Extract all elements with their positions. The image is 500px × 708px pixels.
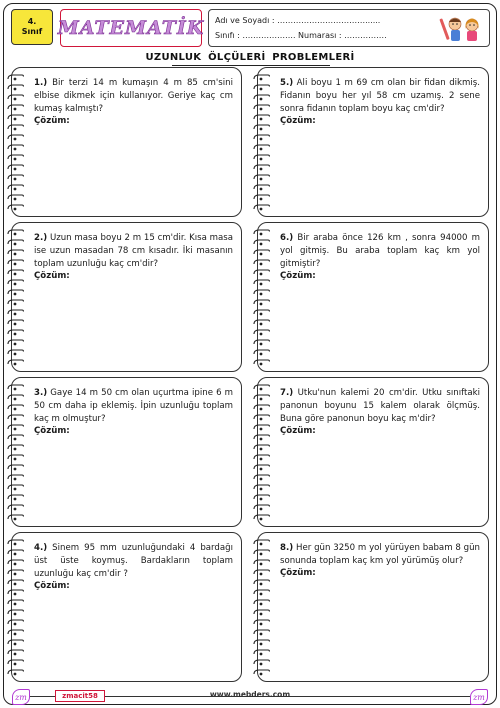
spiral-ring-icon	[6, 329, 24, 337]
spiral-ring-icon	[252, 259, 270, 267]
problem-number: 4.)	[34, 543, 48, 553]
solution-label: Çözüm:	[34, 581, 70, 591]
grade-badge	[11, 9, 53, 45]
spiral-ring-icon	[252, 204, 270, 212]
problem-number: 8.)	[280, 543, 294, 553]
problem-card-7	[257, 377, 489, 527]
spiral-ring-icon	[252, 464, 270, 472]
spiral-ring-icon	[252, 669, 270, 677]
spiral-ring-icon	[252, 474, 270, 482]
spiral-ring-icon	[252, 434, 270, 442]
spiral-ring-icon	[252, 514, 270, 522]
spiral-ring-icon	[252, 84, 270, 92]
problem-body: Ali boyu 1 m 69 cm olan bir fidan dikmiş. Fidanın boyu her yıl 58 cm uzamış. 2 sene sonra fidanın toplam boyu kaç cm'dir?	[280, 78, 480, 114]
problem-card-4	[11, 532, 242, 682]
spiral-ring-icon	[252, 559, 270, 567]
spiral-ring-icon	[252, 194, 270, 202]
spiral-ring-icon	[252, 279, 270, 287]
spiral-ring-icon	[6, 239, 24, 247]
spiral-ring-icon	[6, 309, 24, 317]
solution-label: Çözüm:	[280, 116, 316, 126]
spiral-ring-icon	[6, 579, 24, 587]
spiral-ring-icon	[252, 394, 270, 402]
spiral-ring-icon	[6, 384, 24, 392]
website-link[interactable]: www.mebders.com	[209, 690, 291, 699]
spiral-ring-icon	[6, 349, 24, 357]
spiral-ring-icon	[6, 414, 24, 422]
spiral-ring-icon	[6, 359, 24, 367]
problem-card-2	[11, 222, 242, 372]
spiral-ring-icon	[6, 269, 24, 277]
spiral-ring-icon	[252, 359, 270, 367]
problem-body: Sinem 95 mm uzunluğundaki 4 bardağı üst üste koymuş. Bardakların toplam uzunluğu kaç cm'dir ?	[34, 543, 233, 579]
spiral-ring-icon	[252, 384, 270, 392]
spiral-ring-icon	[6, 589, 24, 597]
grade-unit: Sınıf	[21, 27, 43, 36]
spiral-ring-icon	[252, 319, 270, 327]
spiral-ring-icon	[252, 74, 270, 82]
problem-number: 7.)	[280, 388, 294, 398]
spiral-ring-icon	[252, 484, 270, 492]
problem-number: 1.)	[34, 78, 48, 88]
problem-text-7	[280, 387, 480, 436]
spiral-ring-icon	[252, 589, 270, 597]
spiral-ring-icon	[6, 339, 24, 347]
problem-text-1	[34, 77, 233, 126]
spiral-ring-icon	[252, 249, 270, 257]
spiral-ring-icon	[6, 484, 24, 492]
solution-label: Çözüm:	[280, 426, 316, 436]
problem-card-1	[11, 67, 242, 217]
spiral-ring-icon	[6, 599, 24, 607]
spiral-ring-icon	[252, 239, 270, 247]
grade-number: 4.	[27, 17, 37, 26]
spiral-ring-icon	[252, 549, 270, 557]
section-title: UZUNLUK ÖLÇÜLERİ PROBLEMLERİ	[145, 52, 355, 63]
solution-label: Çözüm:	[280, 271, 316, 281]
spiral-ring-icon	[252, 639, 270, 647]
spiral-ring-icon	[6, 74, 24, 82]
author-tag: zmacit58	[55, 690, 105, 702]
problem-number: 3.)	[34, 388, 48, 398]
solution-label: Çözüm:	[34, 116, 70, 126]
spiral-ring-icon	[252, 144, 270, 152]
spiral-ring-icon	[252, 404, 270, 412]
spiral-ring-icon	[6, 94, 24, 102]
spiral-ring-icon	[6, 649, 24, 657]
spiral-ring-icon	[252, 104, 270, 112]
spiral-ring-icon	[252, 229, 270, 237]
problem-card-5	[257, 67, 489, 217]
spiral-ring-icon	[6, 174, 24, 182]
spiral-ring-icon	[6, 279, 24, 287]
spiral-ring-icon	[6, 454, 24, 462]
spiral-ring-icon	[252, 539, 270, 547]
spiral-ring-icon	[6, 514, 24, 522]
spiral-ring-icon	[252, 454, 270, 462]
spiral-ring-icon	[252, 339, 270, 347]
problem-text-5	[280, 77, 480, 126]
spiral-ring-icon	[6, 204, 24, 212]
spiral-ring-icon	[252, 289, 270, 297]
problem-body: Bir terzi 14 m kumaşın 4 m 85 cm'sini elbise dikmek için kullanıyor. Geriye kaç cm kumaş kalmıştı?	[34, 78, 233, 114]
spiral-ring-icon	[252, 134, 270, 142]
problem-text-2	[34, 232, 233, 281]
spiral-ring-icon	[6, 124, 24, 132]
spiral-ring-icon	[6, 569, 24, 577]
spiral-ring-icon	[6, 609, 24, 617]
spiral-ring-icon	[6, 404, 24, 412]
problem-text-8	[280, 542, 480, 578]
spiral-ring-icon	[252, 349, 270, 357]
spiral-ring-icon	[6, 494, 24, 502]
problem-body: Bir araba önce 126 km , sonra 94000 m yol gitmiş. Bu araba toplam kaç km yol gitmiştir?	[280, 233, 480, 269]
solution-label: Çözüm:	[34, 271, 70, 281]
section-title-underline	[172, 65, 330, 66]
spiral-ring-icon	[6, 539, 24, 547]
spiral-ring-icon	[6, 164, 24, 172]
spiral-ring-icon	[6, 184, 24, 192]
spiral-ring-icon	[252, 649, 270, 657]
problem-number: 6.)	[280, 233, 294, 243]
spiral-ring-icon	[252, 154, 270, 162]
spiral-ring-icon	[252, 569, 270, 577]
spiral-ring-icon	[252, 164, 270, 172]
spiral-ring-icon	[6, 289, 24, 297]
spiral-ring-icon	[6, 434, 24, 442]
subject-title: MATEMATİK	[57, 17, 205, 39]
spiral-ring-icon	[6, 104, 24, 112]
spiral-ring-icon	[6, 504, 24, 512]
spiral-ring-icon	[6, 639, 24, 647]
spiral-ring-icon	[6, 394, 24, 402]
spiral-ring-icon	[6, 134, 24, 142]
footer-logo-left: zm	[12, 689, 30, 705]
spiral-ring-icon	[252, 174, 270, 182]
spiral-ring-icon	[252, 94, 270, 102]
spiral-ring-icon	[6, 229, 24, 237]
spiral-ring-icon	[252, 494, 270, 502]
spiral-ring-icon	[6, 249, 24, 257]
spiral-ring-icon	[6, 619, 24, 627]
problem-body: Utku'nun kalemi 20 cm'dir. Utku sınıftaki panonun boyunu 15 kalem olarak ölçmüş. Buna göre panonun boyu kaç m'dir?	[280, 388, 481, 424]
spiral-ring-icon	[6, 194, 24, 202]
name-field[interactable]: Adı ve Soyadı : ……………………………......	[215, 16, 381, 25]
spiral-ring-icon	[252, 309, 270, 317]
spiral-ring-icon	[252, 184, 270, 192]
problem-text-6	[280, 232, 480, 281]
kids-illustration-icon	[439, 12, 485, 45]
spiral-ring-icon	[6, 84, 24, 92]
problem-body: Her gün 3250 m yol yürüyen babam 8 gün sonunda toplam kaç km yol yürümüş olur?	[280, 543, 481, 566]
spiral-ring-icon	[6, 474, 24, 482]
spiral-ring-icon	[252, 124, 270, 132]
problem-card-6	[257, 222, 489, 372]
spiral-ring-icon	[252, 114, 270, 122]
spiral-ring-icon	[252, 599, 270, 607]
problem-text-3	[34, 387, 233, 436]
spiral-ring-icon	[252, 504, 270, 512]
spiral-ring-icon	[252, 269, 270, 277]
spiral-ring-icon	[6, 299, 24, 307]
spiral-ring-icon	[6, 549, 24, 557]
problem-body: Gaye 14 m 50 cm olan uçurtma ipine 6 m 50 cm daha ip eklemiş. İpin uzunluğu toplam kaç m olmuştur?	[34, 388, 233, 424]
student-info-box	[208, 9, 490, 47]
class-number-field[interactable]: Sınıfı : ……………….. Numarası : ………….…	[215, 31, 387, 40]
spiral-ring-icon	[6, 319, 24, 327]
spiral-ring-icon	[252, 629, 270, 637]
spiral-ring-icon	[252, 299, 270, 307]
problem-text-4	[34, 542, 233, 591]
problem-body: Uzun masa boyu 2 m 15 cm'dir. Kısa masa ise uzun masadan 78 cm kısadır. İki masanın toplam uzunluğu kaç cm'dir?	[34, 233, 234, 269]
spiral-ring-icon	[252, 329, 270, 337]
spiral-ring-icon	[6, 464, 24, 472]
spiral-ring-icon	[6, 154, 24, 162]
spiral-ring-icon	[6, 114, 24, 122]
spiral-ring-icon	[6, 444, 24, 452]
problem-card-8	[257, 532, 489, 682]
spiral-ring-icon	[6, 144, 24, 152]
spiral-ring-icon	[6, 259, 24, 267]
problem-number: 2.)	[34, 233, 48, 243]
problem-card-3	[11, 377, 242, 527]
subject-title-box	[57, 9, 205, 47]
spiral-ring-icon	[252, 444, 270, 452]
spiral-ring-icon	[6, 559, 24, 567]
spiral-ring-icon	[6, 629, 24, 637]
spiral-ring-icon	[252, 619, 270, 627]
spiral-ring-icon	[6, 659, 24, 667]
solution-label: Çözüm:	[34, 426, 70, 436]
spiral-ring-icon	[252, 579, 270, 587]
spiral-ring-icon	[252, 609, 270, 617]
spiral-ring-icon	[6, 669, 24, 677]
solution-label: Çözüm:	[280, 568, 316, 578]
problem-number: 5.)	[280, 78, 294, 88]
spiral-ring-icon	[6, 424, 24, 432]
spiral-ring-icon	[252, 424, 270, 432]
spiral-ring-icon	[252, 659, 270, 667]
spiral-ring-icon	[252, 414, 270, 422]
footer-logo-right: zm	[470, 689, 488, 705]
